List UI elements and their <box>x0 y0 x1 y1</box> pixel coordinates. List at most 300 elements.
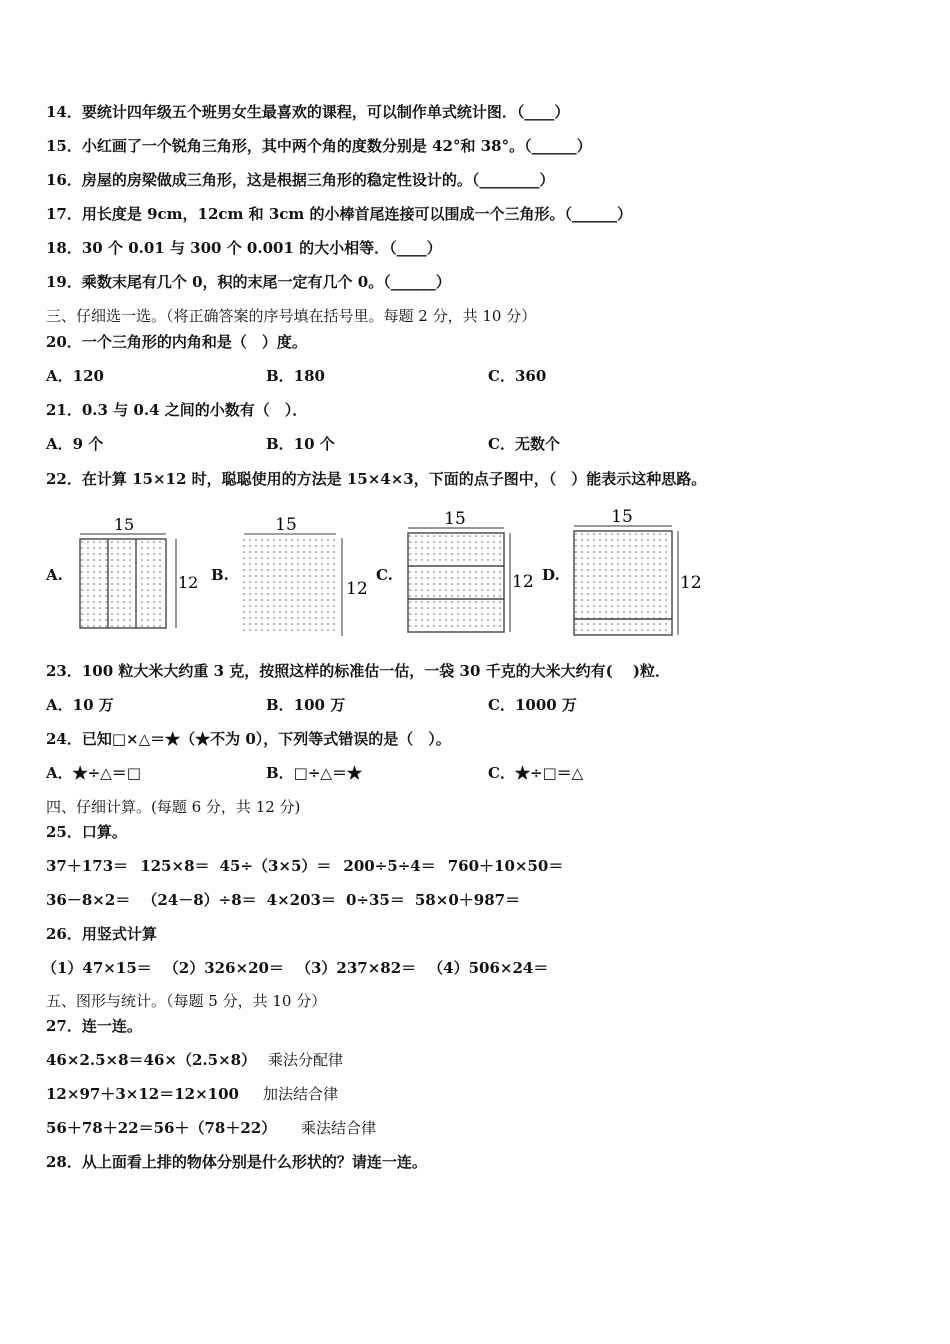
dot <box>481 613 483 615</box>
dot <box>81 541 83 543</box>
question-21: 21．0.3 与 0.4 之间的小数有（ ）． <box>46 401 308 419</box>
dot <box>617 599 619 601</box>
dot <box>457 613 459 615</box>
dot <box>463 565 465 567</box>
dot <box>647 539 649 541</box>
dot <box>123 541 125 543</box>
dot <box>123 553 125 555</box>
dot <box>599 539 601 541</box>
dot <box>433 619 435 621</box>
dot <box>665 539 667 541</box>
dot <box>297 545 299 547</box>
dot <box>309 569 311 571</box>
dot <box>309 629 311 631</box>
q22-label-c: C. <box>376 566 393 584</box>
dot <box>93 553 95 555</box>
dot <box>147 553 149 555</box>
dot <box>273 587 275 589</box>
dot <box>409 619 411 621</box>
dot <box>309 539 311 541</box>
dot <box>243 551 245 553</box>
dot <box>427 607 429 609</box>
dot <box>623 611 625 613</box>
dot <box>653 623 655 625</box>
dot <box>599 593 601 595</box>
dot <box>303 551 305 553</box>
dot <box>665 605 667 607</box>
dot <box>87 577 89 579</box>
dot <box>593 563 595 565</box>
dot <box>665 533 667 535</box>
dot <box>141 589 143 591</box>
dot <box>297 557 299 559</box>
dot <box>159 625 161 627</box>
dot <box>291 587 293 589</box>
dot <box>267 563 269 565</box>
dot <box>117 583 119 585</box>
dot <box>463 571 465 573</box>
dot <box>279 557 281 559</box>
dot <box>593 587 595 589</box>
dot <box>475 565 477 567</box>
dot <box>445 541 447 543</box>
dot <box>665 557 667 559</box>
dot <box>647 569 649 571</box>
dot <box>445 559 447 561</box>
dot <box>243 575 245 577</box>
dot <box>487 553 489 555</box>
dot <box>297 551 299 553</box>
dot <box>587 593 589 595</box>
dot <box>321 563 323 565</box>
dot <box>575 557 577 559</box>
dot <box>457 559 459 561</box>
dot <box>321 605 323 607</box>
q25-item: （24－8）÷8＝ <box>142 891 257 909</box>
dot <box>599 569 601 571</box>
dot <box>135 559 137 561</box>
dot <box>421 541 423 543</box>
dot <box>665 563 667 565</box>
dot <box>647 629 649 631</box>
dot <box>475 595 477 597</box>
dot <box>599 617 601 619</box>
dot <box>255 629 257 631</box>
dot <box>481 553 483 555</box>
dot <box>635 605 637 607</box>
dot <box>475 535 477 537</box>
dot <box>279 545 281 547</box>
dot <box>153 571 155 573</box>
dot <box>105 595 107 597</box>
dot <box>159 553 161 555</box>
dot <box>647 617 649 619</box>
dot <box>321 569 323 571</box>
dot <box>123 559 125 561</box>
dot <box>255 599 257 601</box>
dot <box>635 629 637 631</box>
dot <box>451 547 453 549</box>
dot <box>647 599 649 601</box>
dot <box>123 583 125 585</box>
dot <box>629 533 631 535</box>
dot <box>327 539 329 541</box>
dot <box>611 569 613 571</box>
dot <box>635 539 637 541</box>
dot <box>255 617 257 619</box>
dot <box>165 613 167 615</box>
dot <box>457 625 459 627</box>
dot <box>321 611 323 613</box>
q20-option-c: C．360 <box>488 367 547 385</box>
dot <box>273 551 275 553</box>
q25-row-1 <box>46 856 563 876</box>
dot <box>291 545 293 547</box>
dot <box>653 569 655 571</box>
dot <box>93 601 95 603</box>
dot <box>81 553 83 555</box>
dot <box>493 553 495 555</box>
dot <box>641 557 643 559</box>
height-label: 12 <box>512 572 534 592</box>
dot <box>421 595 423 597</box>
dot <box>111 553 113 555</box>
dot <box>93 625 95 627</box>
question-28: 28．从上面看上排的物体分别是什么形状的？请连一连。 <box>46 1153 427 1171</box>
dot <box>415 553 417 555</box>
dot <box>427 625 429 627</box>
q26-item: （1）47×15＝ <box>42 959 152 977</box>
dot <box>303 557 305 559</box>
dot <box>421 583 423 585</box>
dot <box>439 547 441 549</box>
dot <box>291 557 293 559</box>
dot <box>475 589 477 591</box>
dot <box>659 611 661 613</box>
dot <box>243 569 245 571</box>
dot <box>653 545 655 547</box>
dot <box>499 595 501 597</box>
dot <box>303 539 305 541</box>
dot <box>315 545 317 547</box>
dot <box>629 593 631 595</box>
dot <box>117 619 119 621</box>
dot <box>297 587 299 589</box>
dot <box>333 587 335 589</box>
dot <box>635 617 637 619</box>
dot <box>623 605 625 607</box>
q24-option-b: B．□÷△＝★ <box>266 764 362 782</box>
dot-grid-figure-d <box>566 502 706 642</box>
dot <box>105 565 107 567</box>
dot <box>469 625 471 627</box>
dot <box>635 563 637 565</box>
dot <box>309 593 311 595</box>
dot <box>285 611 287 613</box>
dot <box>587 605 589 607</box>
dot <box>641 563 643 565</box>
dot <box>575 599 577 601</box>
dot <box>463 607 465 609</box>
dot <box>409 583 411 585</box>
dot <box>409 571 411 573</box>
dot <box>135 601 137 603</box>
q27-right-2: 加法结合律 <box>263 1085 339 1103</box>
dot <box>665 617 667 619</box>
dot <box>617 539 619 541</box>
dot <box>581 593 583 595</box>
dot <box>105 613 107 615</box>
dot <box>427 535 429 537</box>
dot <box>451 589 453 591</box>
dot <box>285 557 287 559</box>
dot <box>581 581 583 583</box>
q21-option-c: C．无数个 <box>488 435 560 453</box>
dot <box>159 577 161 579</box>
dot <box>273 599 275 601</box>
dot <box>315 611 317 613</box>
dot <box>123 571 125 573</box>
dot <box>165 577 167 579</box>
dot <box>493 547 495 549</box>
dot <box>653 605 655 607</box>
dot <box>165 589 167 591</box>
dot <box>117 553 119 555</box>
dot <box>117 589 119 591</box>
dot <box>129 589 131 591</box>
dot <box>451 559 453 561</box>
dot <box>267 611 269 613</box>
dot <box>593 599 595 601</box>
dot <box>111 589 113 591</box>
dot <box>291 551 293 553</box>
dot <box>451 583 453 585</box>
dot <box>451 535 453 537</box>
q27-right-3: 乘法结合律 <box>301 1119 377 1137</box>
dot <box>623 587 625 589</box>
dot <box>493 583 495 585</box>
dot <box>105 571 107 573</box>
dot <box>279 629 281 631</box>
dot <box>487 619 489 621</box>
dot <box>629 599 631 601</box>
dot <box>463 547 465 549</box>
dot <box>499 613 501 615</box>
dot <box>129 595 131 597</box>
dot <box>147 571 149 573</box>
dot <box>123 547 125 549</box>
dot <box>333 545 335 547</box>
dot <box>623 545 625 547</box>
dot <box>291 569 293 571</box>
dot <box>451 607 453 609</box>
dot <box>623 593 625 595</box>
dot <box>93 613 95 615</box>
dot <box>309 557 311 559</box>
dot <box>279 581 281 583</box>
dot <box>315 599 317 601</box>
dot <box>141 559 143 561</box>
dot <box>599 629 601 631</box>
dot <box>611 623 613 625</box>
dot <box>421 547 423 549</box>
dot <box>463 601 465 603</box>
dot <box>665 623 667 625</box>
q22-label-a: A. <box>46 566 63 584</box>
dot <box>617 581 619 583</box>
dot <box>333 581 335 583</box>
dot <box>87 619 89 621</box>
dot <box>291 605 293 607</box>
dot <box>255 539 257 541</box>
dot <box>575 575 577 577</box>
dot <box>421 535 423 537</box>
dot <box>99 589 101 591</box>
dot <box>111 607 113 609</box>
dot <box>409 541 411 543</box>
dot <box>433 583 435 585</box>
q22-label-d: D. <box>542 566 560 584</box>
dot <box>291 599 293 601</box>
dot <box>611 587 613 589</box>
dot <box>309 623 311 625</box>
dot <box>445 583 447 585</box>
dot <box>629 563 631 565</box>
dot <box>315 551 317 553</box>
dot <box>315 569 317 571</box>
dot <box>261 551 263 553</box>
dot <box>93 595 95 597</box>
dot <box>165 541 167 543</box>
dot <box>427 601 429 603</box>
dot <box>249 593 251 595</box>
dot <box>99 547 101 549</box>
dot <box>99 583 101 585</box>
dot <box>129 583 131 585</box>
dot <box>439 541 441 543</box>
dot <box>635 599 637 601</box>
dot <box>611 599 613 601</box>
dot <box>665 629 667 631</box>
dot <box>605 581 607 583</box>
dot <box>653 581 655 583</box>
dot <box>303 563 305 565</box>
dot <box>605 533 607 535</box>
dot <box>617 587 619 589</box>
dot <box>249 581 251 583</box>
dot <box>427 595 429 597</box>
dot <box>111 595 113 597</box>
dot <box>243 617 245 619</box>
dot <box>463 583 465 585</box>
dot <box>153 577 155 579</box>
question-14: 14．要统计四年级五个班男女生最喜欢的课程，可以制作单式统计图．（____） <box>46 103 570 121</box>
dot <box>285 563 287 565</box>
dot <box>581 551 583 553</box>
dot <box>623 617 625 619</box>
dot <box>297 593 299 595</box>
dot <box>439 607 441 609</box>
dot <box>279 575 281 577</box>
dot <box>659 563 661 565</box>
dot <box>587 545 589 547</box>
dot <box>261 563 263 565</box>
dot <box>159 613 161 615</box>
dot <box>439 571 441 573</box>
dot <box>439 577 441 579</box>
dot <box>575 551 577 553</box>
dot <box>105 559 107 561</box>
dot <box>587 623 589 625</box>
dot <box>315 587 317 589</box>
dot <box>469 601 471 603</box>
dot <box>659 575 661 577</box>
dot <box>457 535 459 537</box>
dot <box>309 617 311 619</box>
dot <box>165 565 167 567</box>
dot <box>599 545 601 547</box>
dot <box>159 565 161 567</box>
dot <box>457 619 459 621</box>
dot <box>653 533 655 535</box>
dot <box>463 589 465 591</box>
dot <box>653 617 655 619</box>
dot <box>291 539 293 541</box>
dot <box>463 553 465 555</box>
dot <box>433 607 435 609</box>
dot <box>93 565 95 567</box>
dot <box>243 629 245 631</box>
dot <box>439 613 441 615</box>
dot <box>599 533 601 535</box>
section-5-heading: 五、图形与统计。（每题 5 分，共 10 分） <box>46 992 327 1010</box>
dot <box>141 619 143 621</box>
dot <box>129 571 131 573</box>
dot <box>635 575 637 577</box>
dot <box>297 539 299 541</box>
dot <box>81 595 83 597</box>
dot <box>87 541 89 543</box>
dot <box>581 587 583 589</box>
dot <box>415 565 417 567</box>
dot <box>463 559 465 561</box>
dot <box>587 533 589 535</box>
dot <box>279 563 281 565</box>
dot <box>153 559 155 561</box>
dot <box>665 587 667 589</box>
dot <box>147 577 149 579</box>
dot <box>165 559 167 561</box>
dot <box>593 623 595 625</box>
q25-item: 45÷（3×5）＝ <box>219 857 332 875</box>
dot <box>641 551 643 553</box>
dot <box>261 575 263 577</box>
dot <box>243 545 245 547</box>
dot <box>445 613 447 615</box>
dot <box>123 613 125 615</box>
dot <box>117 541 119 543</box>
dot <box>165 583 167 585</box>
dot <box>439 595 441 597</box>
dot <box>605 539 607 541</box>
dot <box>333 629 335 631</box>
dot <box>117 565 119 567</box>
width-label: 15 <box>275 515 297 535</box>
dot <box>93 619 95 621</box>
width-label: 15 <box>113 515 135 534</box>
dot <box>641 569 643 571</box>
dot <box>587 569 589 571</box>
